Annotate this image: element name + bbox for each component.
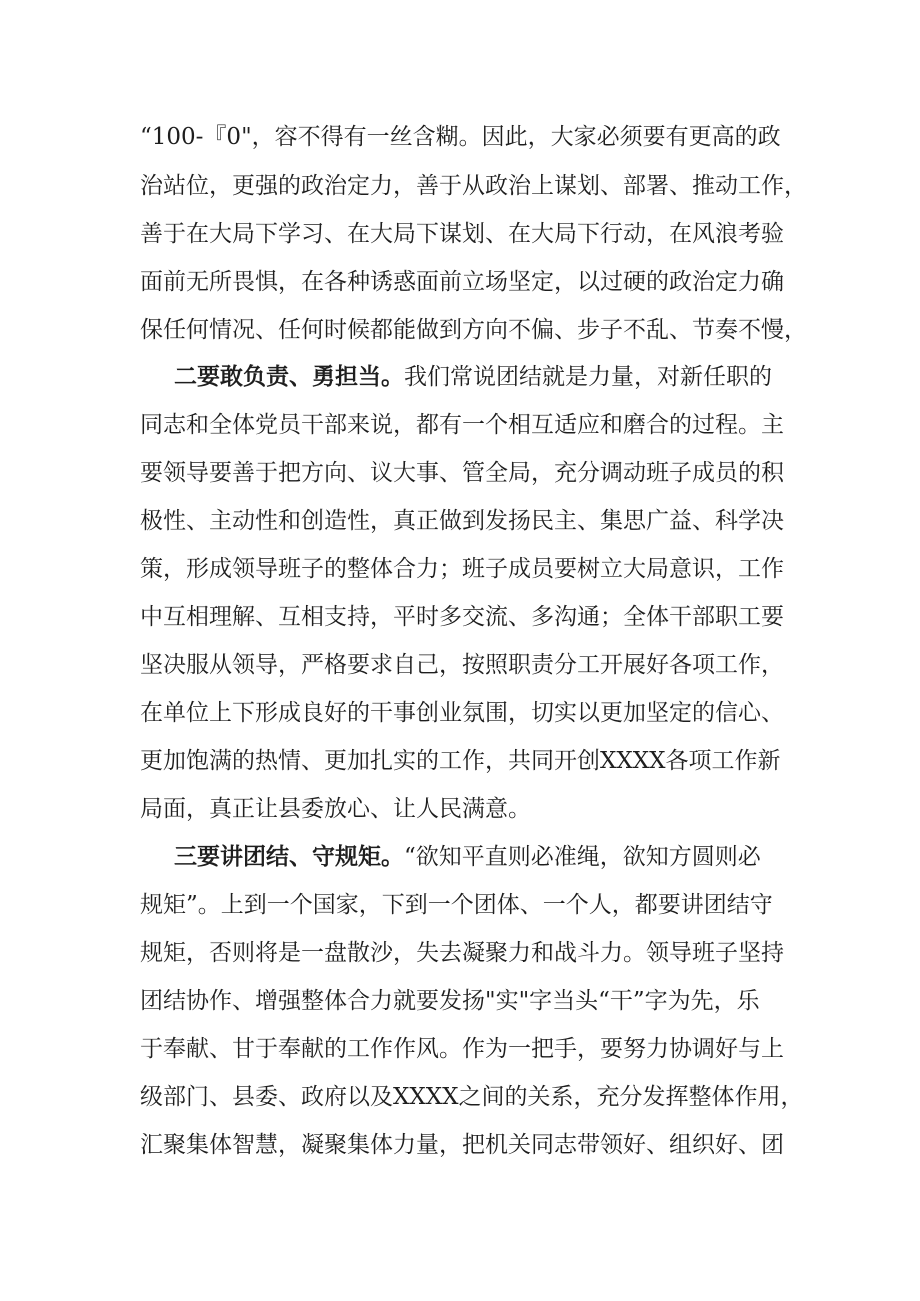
paragraph-line: 要领导要善于把方向、议大事、管全局，充分调动班子成员的积: [140, 460, 784, 486]
paragraph-line: 善于在大局下学习、在大局下谋划、在大局下行动，在风浪考验: [140, 221, 784, 247]
paragraph-line: 在单位上下形成良好的干事创业氛围，切实以更加坚定的信心、: [140, 700, 784, 726]
paragraph-line: 同志和全体党员干部来说，都有一个相互适应和磨合的过程。主: [140, 412, 784, 438]
paragraph-line: 汇聚集体智慧，凝聚集体力量，把机关同志带领好、组织好、团: [140, 1132, 784, 1158]
paragraph-line: 规矩”。上到一个国家，下到一个团体、一个人，都要讲团结守: [140, 892, 773, 918]
paragraph-line: 保任何情况、任何时候都能做到方向不偏、步子不乱、节奏不慢，: [140, 317, 807, 343]
paragraph-line: 治站位，更强的政治定力，善于从政治上谋划、部署、推动工作，: [140, 173, 807, 199]
paragraph-line: 极性、主动性和创造性，真正做到发扬民主、集思广益、科学决: [140, 508, 784, 534]
paragraph-line: 中互相理解、互相支持，平时多交流、多沟通；全体干部职工要: [140, 604, 784, 630]
paragraph-text: 我们常说团结就是力量，对新任职的: [404, 364, 772, 390]
paragraph-line: 团结协作、增强整体合力就要发扬"实"字当头“干”字为先，乐: [140, 988, 760, 1014]
paragraph-line: 更加饱满的热情、更加扎实的工作，共同开创XXXX各项工作新: [140, 748, 781, 774]
paragraph-first-line: [174, 837, 800, 877]
paragraph-line: 策，形成领导班子的整体合力；班子成员要树立大局意识，工作: [140, 556, 784, 582]
paragraph-first-line: [174, 357, 800, 397]
paragraph-line: 规矩，否则将是一盘散沙，失去凝聚力和战斗力。领导班子坚持: [140, 940, 784, 966]
section-heading: 二要敢负责、勇担当。: [174, 363, 404, 390]
paragraph-line: 级部门、县委、政府以及XXXX之间的关系，充分发挥整体作用，: [140, 1084, 804, 1110]
paragraph-line: “100-『0"，容不得有一丝含糊。因此，大家必须要有更高的政: [140, 124, 781, 150]
paragraph-line: 面前无所畏惧，在各种诱惑面前立场坚定，以过硬的政治定力确: [140, 269, 784, 295]
paragraph-line: 局面，真正让县委放心、让人民满意。: [140, 796, 531, 822]
section-heading: 三要讲团结、守规矩。: [174, 843, 404, 870]
paragraph-line: 坚决服从领导，严格要求自己，按照职责分工开展好各项工作，: [140, 652, 784, 678]
paragraph-text: “欲知平直则必准绳，欲知方圆则必: [404, 844, 761, 870]
paragraph-line: 于奉献、甘于奉献的工作作风。作为一把手，要努力协调好与上: [140, 1036, 784, 1062]
